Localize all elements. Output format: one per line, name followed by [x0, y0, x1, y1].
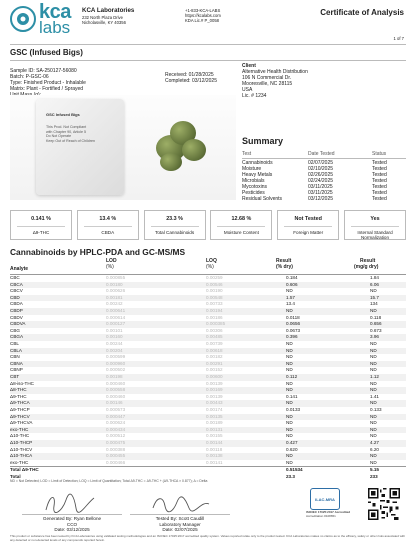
cell-analyte: CBD: [10, 294, 20, 300]
tile-value: 23.3 %: [166, 216, 183, 222]
table-row: [10, 308, 406, 315]
cell-loq: 0.00259: [206, 275, 223, 280]
cell-result-mg: 0.118: [370, 314, 382, 320]
summary-status: Tested: [372, 160, 387, 166]
product-divider: [10, 60, 406, 61]
total-pct: 23.3: [286, 474, 295, 479]
cell-lod: 0.00181: [106, 294, 123, 300]
cell-analyte: exo-THC: [10, 459, 29, 465]
table-row: [10, 295, 406, 302]
table-row: [10, 334, 406, 341]
disclaimer: This product or substance has been tested by KCA Laboratories using validated testing methodologies and an ISO/IEC 17025:2017 accredited quality system. Values reported relate only to the product tested. KCA Laboratories makes no claims as to the efficacy, safety or other risks associated with any detected or non-detected levels of any compounds reported herein.: [10, 534, 406, 542]
summary-status: Tested: [372, 190, 387, 196]
cell-lod: 0.000388: [106, 446, 126, 452]
cell-result-mg: ND: [370, 360, 377, 366]
cell-loq: 0.00155: [206, 433, 223, 439]
summary-date: 03/11/2025: [308, 190, 333, 196]
received-date: Received: 01/28/2025: [165, 72, 214, 78]
cell-lod: 0.000502: [106, 367, 126, 373]
client-label: Client: [242, 63, 256, 69]
cell-result-pct: 0.396: [286, 334, 298, 340]
cell-result-pct: 13.4: [286, 301, 295, 307]
cell-result-pct: ND: [286, 433, 293, 439]
cell-lod: 0.000614: [106, 314, 126, 320]
cell-lod: 0.000127: [106, 321, 126, 327]
cell-loq: 0.00174: [206, 407, 223, 412]
cell-result-pct: 0.0133: [286, 407, 301, 412]
lab-phone: +1-833-KCA-LABS: [185, 8, 221, 13]
summary-header: Test Date Tested Status: [242, 151, 387, 157]
tile-label: Foreign Matter: [293, 230, 324, 235]
cell-analyte: Δ10-THCV: [10, 446, 33, 452]
summary-test: Cannabinoids: [242, 160, 273, 166]
summary-status: Tested: [372, 178, 387, 184]
table-total-row: [10, 467, 406, 474]
cell-analyte: CBGA: [10, 334, 24, 340]
total-label: Total: [10, 474, 21, 479]
result-tile: [344, 210, 406, 240]
page-number: 1 of 7: [393, 36, 404, 41]
summary-date: 02/24/2025: [308, 178, 334, 184]
result-tile: [210, 210, 272, 240]
cell-result-mg: 0.673: [370, 327, 382, 333]
table-row: [10, 275, 406, 282]
cell-loq: 0.000385: [206, 321, 226, 327]
summary-test: Moisture: [242, 166, 262, 172]
table-row: [10, 447, 406, 454]
table-row: [10, 282, 406, 289]
cell-analyte: CBCV: [10, 288, 23, 294]
cell-loq: 0.00141: [206, 459, 223, 465]
cell-analyte: CBDA: [10, 301, 23, 307]
cell-lod: 0.000475: [106, 440, 126, 445]
cell-result-pct: ND: [286, 360, 293, 366]
signature-scott-caudill: [145, 490, 215, 516]
cell-result-mg: 1.41: [370, 393, 379, 399]
table-row: [10, 374, 406, 381]
cell-result-pct: 0.0118: [286, 314, 300, 320]
summary-date: 02/26/2025: [308, 172, 334, 178]
table-row: [10, 400, 406, 407]
cell-lod: 0.00242: [106, 301, 123, 307]
cell-analyte: Δ9-THCVA: [10, 420, 33, 426]
cell-loq: 0.00139: [206, 393, 223, 399]
sample-dates: [165, 72, 217, 84]
cell-result-mg: ND: [370, 413, 377, 419]
table-row: [10, 414, 406, 421]
summary-title: Summary: [242, 136, 284, 146]
table-row: [10, 288, 406, 295]
cell-result-pct: 0.620: [286, 446, 298, 452]
table-row: [10, 387, 406, 394]
cell-result-pct: ND: [286, 426, 293, 432]
cell-lod: 0.00101: [106, 327, 123, 333]
tile-value: Not Tested: [294, 216, 322, 222]
table-row: [10, 354, 406, 361]
summary-date: 02/10/2025: [308, 166, 334, 172]
cell-result-mg: ND: [370, 420, 377, 426]
summary-date: 02/07/2025: [308, 160, 334, 166]
product-photo: [10, 95, 236, 200]
cell-result-mg: 6.06: [370, 281, 379, 287]
cell-result-mg: ND: [370, 341, 377, 346]
tile-value: Yes: [370, 216, 380, 222]
cell-result-mg: ND: [370, 354, 377, 360]
cell-result-mg: ND: [370, 367, 377, 373]
cell-result-mg: 15.7: [370, 294, 379, 300]
lab-website[interactable]: https://kcalabs.com: [185, 13, 221, 19]
cell-result-mg: ND: [370, 459, 377, 465]
signer-2: Tested By: Scott Caudill Laboratory Manager Date: 02/07/2025: [155, 516, 205, 533]
cell-result-pct: 0.606: [286, 281, 298, 287]
cell-analyte: CBG: [10, 327, 20, 333]
sample-info: [10, 68, 86, 98]
cell-loq: 0.00152: [206, 367, 223, 373]
table-row: [10, 381, 406, 388]
cell-lod: 0.00180: [106, 281, 123, 287]
table-row: [10, 440, 406, 447]
table-row: [10, 328, 406, 335]
cell-loq: 0.00618: [206, 347, 223, 353]
cell-result-pct: ND: [286, 308, 293, 313]
qr-code-icon[interactable]: [368, 488, 400, 520]
summary-test: Microbials: [242, 178, 265, 184]
cell-analyte: Δ9-THC: [10, 393, 27, 399]
cell-result-mg: 1.12: [370, 374, 379, 379]
tile-label: Total Cannabinoids: [155, 230, 195, 235]
total-pct: 0.51534: [286, 467, 303, 473]
tile-label: Internal Standard Normalization: [357, 230, 393, 240]
cell-result-mg: 134: [370, 301, 378, 307]
cell-analyte: CBLA: [10, 347, 23, 353]
sample-id: Sample ID: SA-250127-56080: [10, 68, 77, 74]
cell-result-pct: ND: [286, 420, 293, 426]
cell-result-pct: ND: [286, 400, 293, 406]
cell-loq: 0.00548: [206, 294, 223, 300]
cell-loq: 0.00739: [206, 341, 223, 346]
summary-test: Heavy Metals: [242, 172, 273, 178]
table-row: [10, 341, 406, 348]
table-row: [10, 433, 406, 440]
cell-lod: 0.000626: [106, 288, 126, 294]
cell-result-pct: 1.57: [286, 294, 295, 300]
table-row: [10, 407, 406, 414]
summary-test: Residual Solvents: [242, 196, 283, 202]
cell-result-pct: 0.0673: [286, 327, 301, 333]
table-row: [10, 460, 406, 467]
tile-value: 0.141 %: [31, 216, 51, 222]
table-row: [10, 315, 406, 322]
cell-analyte: CBT: [10, 374, 20, 379]
cell-result-mg: ND: [370, 288, 377, 294]
cell-result-pct: ND: [286, 413, 293, 419]
cell-loq: 0.00600: [206, 374, 223, 379]
cell-lod: 0.00244: [106, 341, 123, 346]
table-row: [10, 420, 406, 427]
cell-result-pct: ND: [286, 453, 293, 459]
cell-loq: 0.00306: [206, 327, 223, 333]
cell-lod: 0.000460: [106, 380, 126, 386]
tile-label: Moisture Content: [223, 230, 259, 235]
cell-result-mg: 1.84: [370, 275, 379, 280]
cell-analyte: Δ9-THCV: [10, 413, 30, 419]
cell-result-mg: 6.20: [370, 446, 379, 452]
total-mg: 233: [370, 474, 378, 479]
client-street: 106 N Commercial Dr.: [242, 75, 292, 81]
cell-analyte: Δ10-THCA: [10, 453, 33, 459]
tile-label: Δ9-THC: [32, 230, 50, 235]
bag-label: GSC Infused Bigs This Prod. Not Compliant with Chapter 90, Article 5 Do Not Operate Keep Out of Reach of Children: [46, 112, 95, 143]
cell-analyte: exo-THC: [10, 426, 29, 432]
summary-date: 03/11/2025: [308, 184, 333, 190]
accreditation-text: ISO/IEC 17025:2017 Accredited Accreditation #108651: [306, 510, 351, 518]
total-label: Total Δ9-THC: [10, 467, 39, 473]
cell-loq: 0.00733: [206, 301, 223, 307]
summary-divider: [242, 158, 406, 159]
cell-lod: 0.000641: [106, 308, 126, 313]
summary-status: Tested: [372, 184, 387, 190]
cell-loq: 0.00546: [206, 281, 223, 287]
cell-result-mg: ND: [370, 380, 377, 386]
flower-bud-image: [182, 139, 206, 161]
table-row: [10, 427, 406, 434]
cell-analyte: Δ9-THCP: [10, 407, 30, 412]
document-title: Certificate of Analysis: [320, 8, 404, 17]
cell-result-mg: 3.96: [370, 334, 379, 340]
cell-loq: 0.00443: [206, 400, 223, 406]
cell-result-pct: ND: [286, 459, 293, 465]
cell-loq: 0.00182: [206, 354, 223, 360]
table-row: [10, 394, 406, 401]
ilac-badge: ILAC-MRA: [310, 488, 340, 510]
table-row: [10, 367, 406, 374]
cell-analyte: CBNP: [10, 367, 23, 373]
result-tile: [144, 210, 206, 240]
cell-lod: 0.000466: [106, 459, 126, 465]
cell-analyte: CBNA: [10, 360, 23, 366]
batch: Batch: P-GSC-06: [10, 74, 49, 80]
header-divider: [10, 44, 406, 45]
cell-loq: 0.00190: [206, 288, 223, 294]
signature-line-2: [130, 514, 230, 515]
table-row: [10, 348, 406, 355]
logo-text-top: kca: [39, 1, 71, 23]
cell-lod: 0.00204: [106, 347, 123, 353]
client-city: Mooresville, NC 28115: [242, 81, 293, 87]
cell-analyte: Δ8-THC: [10, 387, 27, 393]
cell-analyte: CBDP: [10, 308, 23, 313]
tile-value: 12.68 %: [231, 216, 252, 222]
table-row: [10, 361, 406, 368]
cell-result-pct: 0.141: [286, 393, 298, 399]
tile-label: CBDA: [101, 230, 115, 235]
cell-result-pct: ND: [286, 347, 293, 353]
cell-lod: 0.000960: [106, 360, 126, 366]
summary-test: Mycotoxins: [242, 184, 268, 190]
cell-lod: 0.000434: [106, 426, 126, 432]
cannabinoids-title: Cannabinoids by HPLC-PDA and GC-MS/MS: [10, 247, 186, 257]
client-license: Lic. # 1234: [242, 93, 267, 99]
cell-loq: 0.00135: [206, 413, 223, 419]
table-row: [10, 321, 406, 328]
result-tile: [277, 210, 339, 240]
tile-value: 13.4 %: [99, 216, 117, 222]
table-row: [10, 301, 406, 308]
cell-result-pct: 0.0656: [286, 321, 301, 327]
cell-lod: 0.000558: [106, 387, 126, 393]
lab-license: KDA Lic.# P_0058: [185, 18, 219, 24]
cell-result-pct: ND: [286, 288, 293, 294]
footnote: ND = Not Detected; LOD = Limit of Detection; LOQ = Limit of Quantitation; Total Δ9-THC = Δ9-THC + (Δ9-THCA × 0.877); Δ = Delta: [10, 479, 208, 483]
result-tile: [77, 210, 139, 240]
cell-loq: 0.00194: [206, 308, 223, 313]
logo-text-bottom: labs: [39, 18, 71, 37]
summary-test: Pesticides: [242, 190, 265, 196]
lab-contact: [185, 8, 221, 24]
cell-result-pct: ND: [286, 380, 293, 386]
kca-logo-icon: [10, 6, 36, 32]
cell-loq: 0.00169: [206, 387, 223, 393]
cell-result-pct: 0.112: [286, 374, 298, 379]
cell-analyte: Δ9-THCA: [10, 400, 30, 406]
cell-result-mg: ND: [370, 308, 377, 313]
matrix: Matrix: Plant - Fortified / Sprayed: [10, 86, 84, 92]
cell-analyte: Δ10-THCP: [10, 440, 33, 445]
cell-result-pct: ND: [286, 367, 293, 373]
cell-analyte: CBL: [10, 341, 19, 346]
cell-loq: 0.00144: [206, 440, 223, 445]
cell-lod: 0.000512: [106, 433, 126, 439]
cell-loq: 0.00131: [206, 426, 223, 432]
cell-loq: 0.00291: [206, 360, 223, 366]
cell-result-mg: 4.27: [370, 440, 379, 445]
cell-loq: 0.00118: [206, 446, 223, 452]
flower-bud-image: [160, 153, 182, 171]
signature-ryan-bellone: [40, 490, 100, 516]
client-name: Alternative Health Distribution: [242, 69, 308, 75]
cell-lod: 0.00198: [106, 374, 123, 379]
cell-analyte: CBDV: [10, 314, 23, 320]
cell-result-mg: 0.133: [370, 407, 382, 412]
completed-date: Completed: 03/12/2025: [165, 78, 217, 84]
cannabinoid-table-header: Analyte LOD (%) LOQ (%) Result (% dry) Result (mg/g dry): [10, 258, 379, 272]
cell-result-pct: ND: [286, 341, 293, 346]
cell-result-mg: ND: [370, 347, 377, 353]
summary-status: Tested: [372, 196, 387, 202]
cell-loq: 0.00139: [206, 380, 223, 386]
cell-analyte: CBC: [10, 275, 20, 280]
cell-loq: 0.00186: [206, 314, 223, 320]
cell-lod: 0.000624: [106, 420, 126, 426]
summary-status: Tested: [372, 172, 387, 178]
cell-result-mg: ND: [370, 400, 377, 406]
cell-loq: 0.00485: [206, 334, 223, 340]
client-country: USA: [242, 87, 253, 93]
cell-result-mg: ND: [370, 387, 377, 393]
cell-analyte: Δ8-iso-THC: [10, 380, 34, 386]
lab-name: KCA Laboratories: [82, 7, 135, 14]
cell-lod: 0.00146: [106, 400, 123, 406]
product-name: GSC (Infused Bigs): [10, 48, 83, 57]
summary-row: [242, 196, 406, 202]
cell-loq: 0.00138: [206, 453, 223, 459]
cell-result-mg: 0.656: [370, 321, 382, 327]
client-info: [242, 63, 308, 99]
signature-line-1: [22, 514, 122, 515]
cell-result-mg: ND: [370, 453, 377, 459]
cell-result-mg: ND: [370, 426, 377, 432]
product-type: Type: Finished Product - Inhalable: [10, 80, 86, 86]
summary-date: 03/12/2025: [308, 196, 334, 202]
cell-analyte: CBCA: [10, 281, 23, 287]
cell-loq: 0.00189: [206, 420, 223, 426]
cell-lod: 0.000573: [106, 407, 126, 412]
product-bag-image: [36, 99, 124, 195]
cell-result-pct: 0.184: [286, 275, 298, 280]
cell-lod: 0.000460: [106, 393, 126, 399]
total-mg: 5.15: [370, 467, 379, 473]
cell-analyte: CBDVA: [10, 321, 26, 327]
cell-lod: 0.000447: [106, 413, 126, 419]
cell-lod: 0.000855: [106, 275, 126, 280]
cell-result-mg: ND: [370, 433, 377, 439]
signer-1: Generated By: Ryan Bellone CCO Date: 03/12/2025: [42, 516, 102, 533]
table-row: [10, 453, 406, 460]
cell-analyte: CBN: [10, 354, 20, 360]
result-tile: [10, 210, 72, 240]
cell-lod: 0.00160: [106, 334, 123, 340]
cell-lod: 0.000455: [106, 453, 126, 459]
lab-address: 232 North Plaza Drive Nicholasville, KY 40356: [82, 15, 126, 26]
cell-result-pct: 0.427: [286, 440, 298, 445]
cell-result-pct: ND: [286, 354, 293, 360]
cell-analyte: Δ10-THC: [10, 433, 30, 439]
summary-status: Tested: [372, 166, 387, 172]
cell-lod: 0.000599: [106, 354, 126, 360]
cell-result-pct: ND: [286, 387, 293, 393]
